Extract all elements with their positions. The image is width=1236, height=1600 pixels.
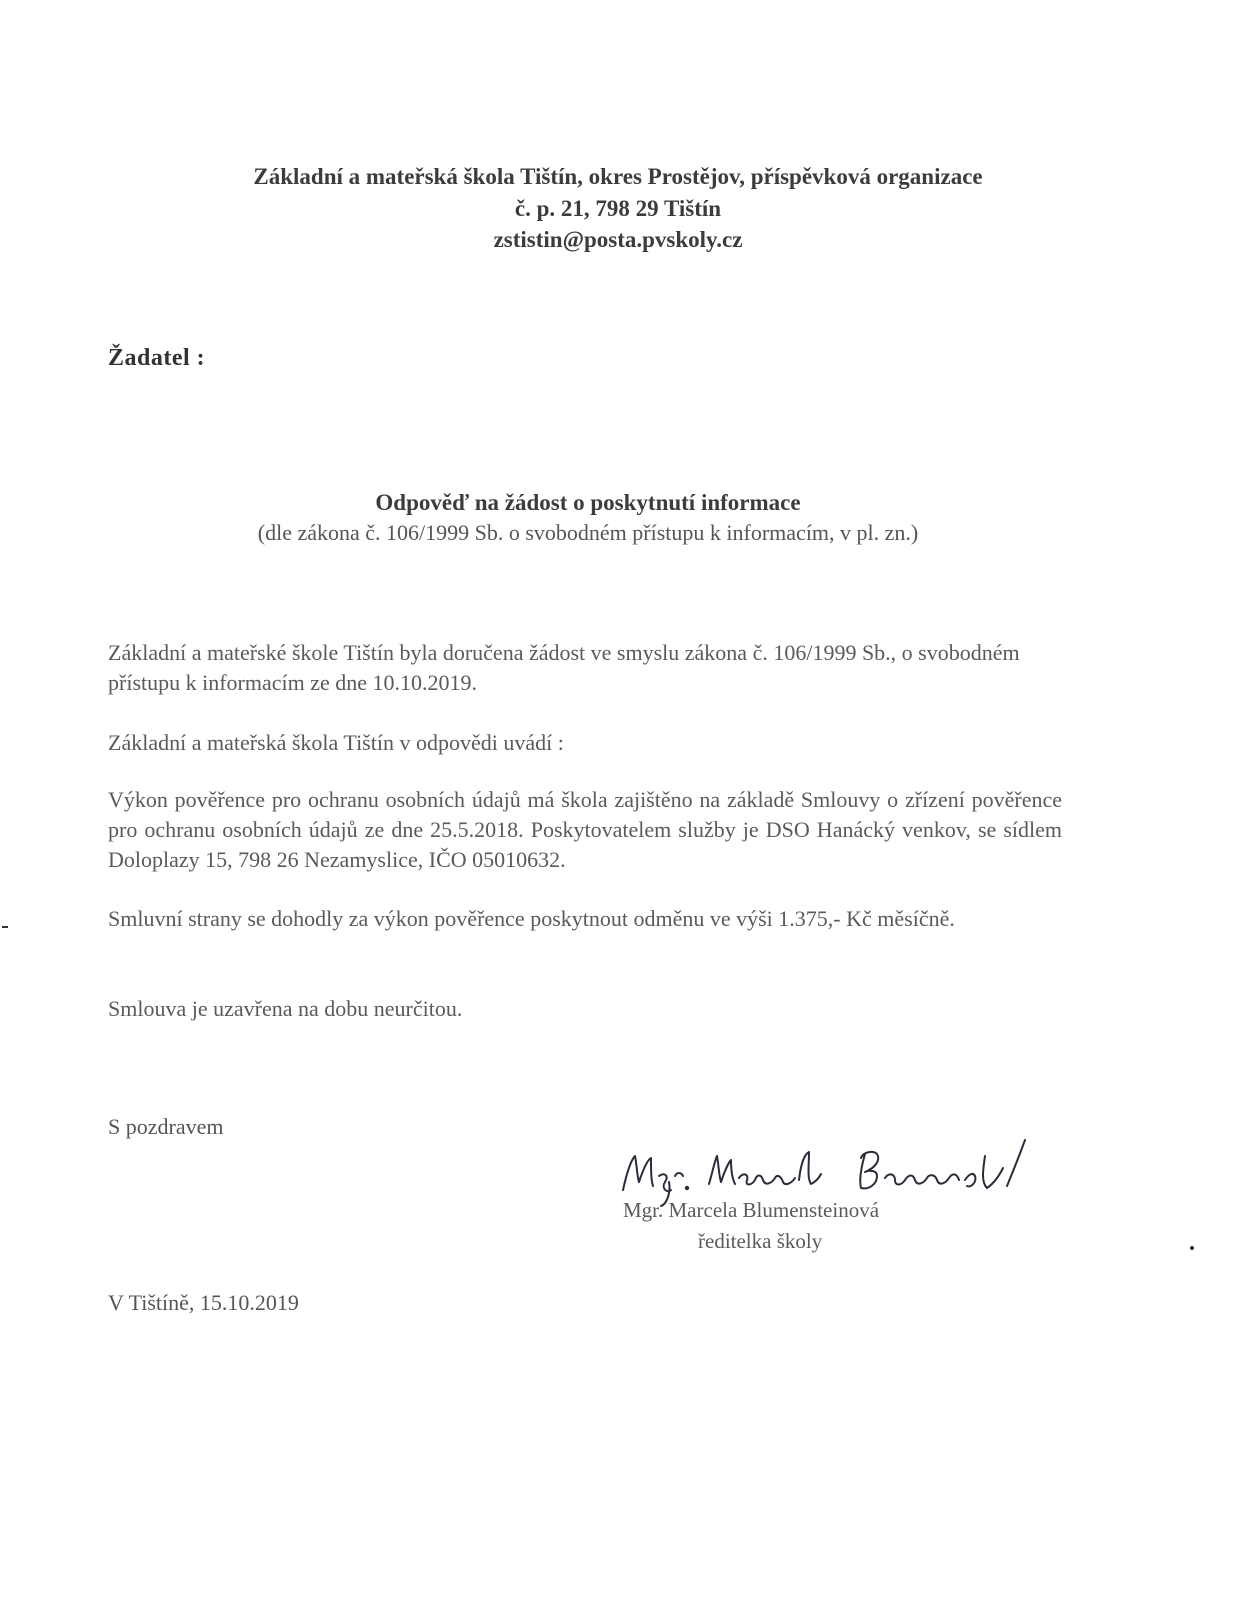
paragraph-duration: Smlouva je uzavřena na dobu neurčitou. (108, 996, 463, 1021)
school-email: zstistin@posta.pvskoly.cz (493, 227, 743, 252)
school-address: č. p. 21, 798 29 Tištín (514, 196, 722, 221)
paragraph-intro: Základní a mateřská škola Tištín v odpovědi uvádí : (108, 730, 564, 755)
paragraph-request: Základní a mateřské škole Tištín byla doručena žádost ve smyslu zákona č. 106/1999 Sb., o svobodném přístupu k informacím ze dne 10.10.2019. (108, 640, 1020, 695)
place-and-date: V Tištíně, 15.10.2019 (108, 1290, 299, 1315)
scan-speck (2, 926, 8, 928)
scan-speck (1190, 1246, 1194, 1250)
paragraph-contract: Výkon pověřence pro ochranu osobních údajů má škola zajištěno na základě Smlouvy o zřízení pověřence pro ochranu osobních údajů ze dne 25.5.2018. Poskytovatelem služby je DSO Hanácký venkov, se sídlem Doloplazy 15, 798 26 Nezamyslice, IČO 05010632. (108, 787, 1062, 872)
subject-subtitle: (dle zákona č. 106/1999 Sb. o svobodném přístupu k informacím, v pl. zn.) (257, 520, 919, 545)
school-name-heading: Základní a mateřská škola Tištín, okres Prostějov, příspěvková organizace (253, 164, 983, 189)
paragraph-fee: Smluvní strany se dohodly za výkon pověřence poskytnout odměnu ve výši 1.375,- Kč měsíčně. (108, 906, 955, 931)
signer-role: ředitelka školy (698, 1229, 823, 1253)
greeting: S pozdravem (108, 1114, 224, 1139)
applicant-label: Žadatel : (108, 345, 206, 371)
subject-title: Odpověď na žádost o poskytnutí informace (375, 490, 801, 515)
signer-name: Mgr. Marcela Blumensteinová (623, 1198, 880, 1222)
